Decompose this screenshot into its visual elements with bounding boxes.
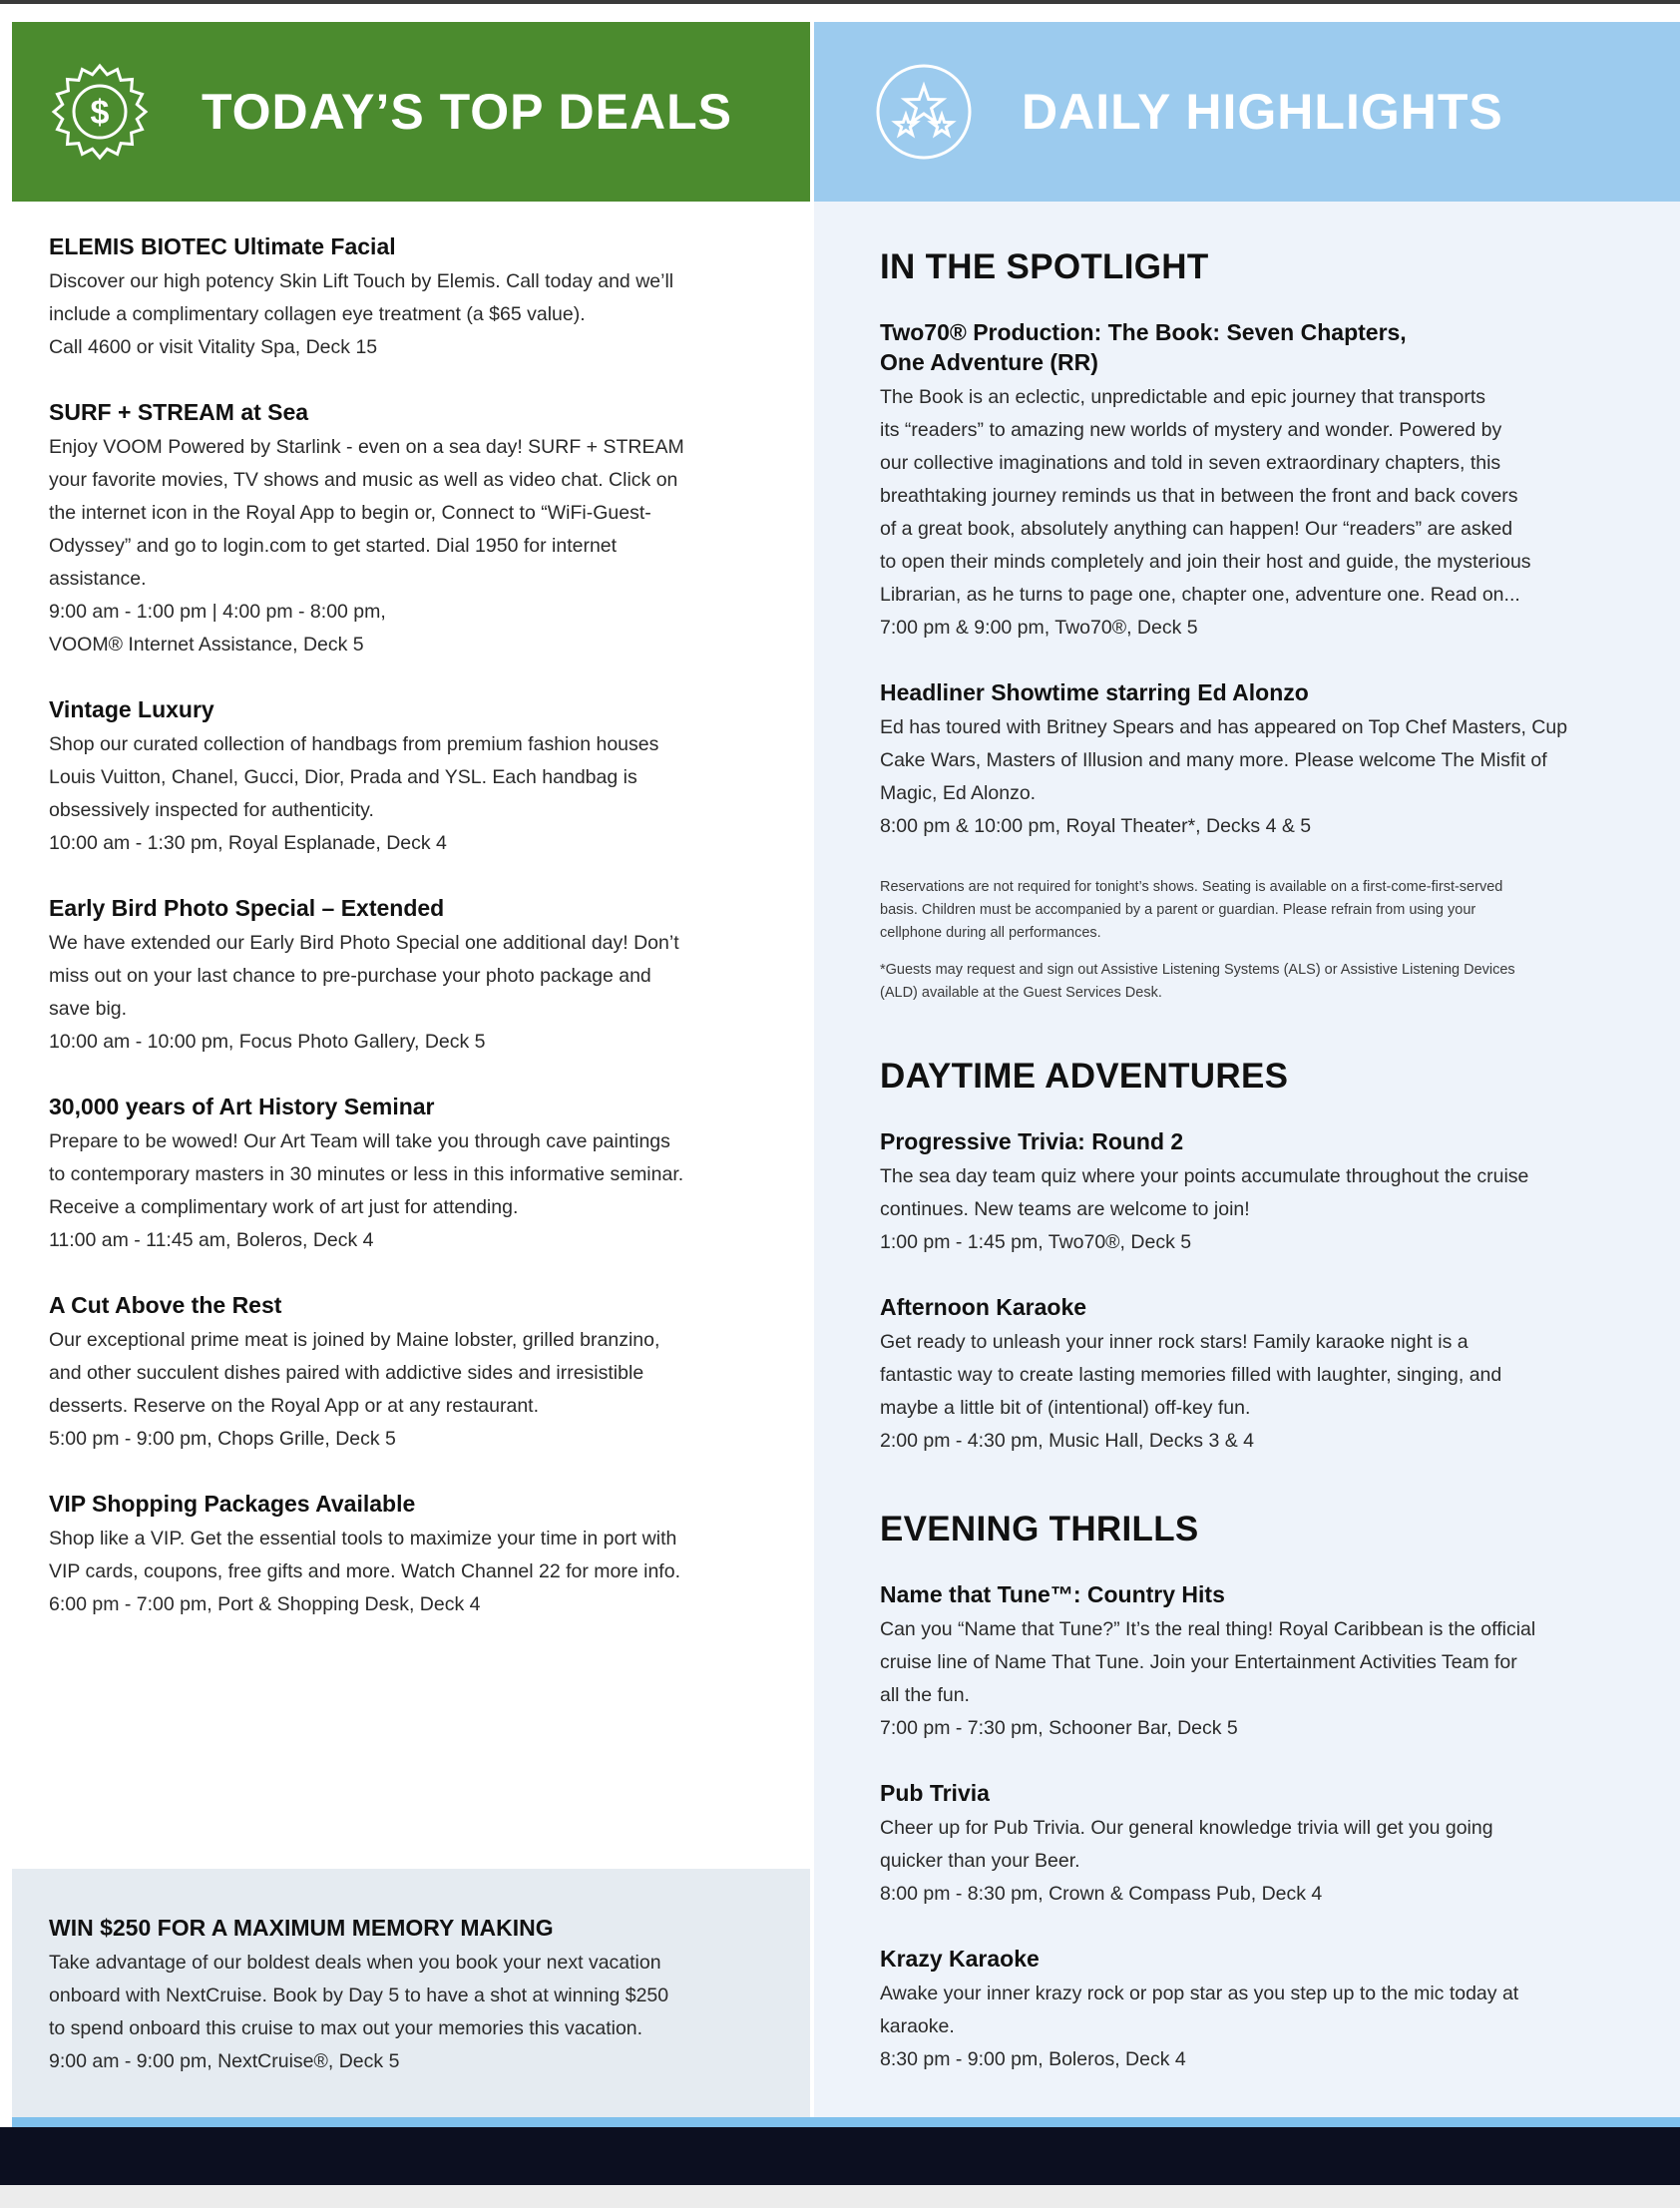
- highlights-sections: [880, 227, 1648, 2109]
- text-line: cellphone during all performances.: [880, 925, 1101, 941]
- text-line: the internet icon in the Royal App to begin or, Connect to “WiFi-Guest-: [49, 502, 651, 524]
- text-line: our collective imaginations and told in seven extraordinary chapters, this: [880, 452, 1501, 474]
- text-line: 7:00 pm & 9:00 pm, Two70®, Deck 5: [880, 617, 1198, 639]
- highlight-title: [880, 1778, 1648, 1808]
- highlight-title: [880, 1126, 1648, 1156]
- text-line: quicker than your Beer.: [880, 1850, 1080, 1872]
- text-line: Shop like a VIP. Get the essential tools to maximize your time in port with: [49, 1528, 677, 1549]
- deal-title: SURF + STREAM at Sea: [49, 399, 309, 425]
- text-line: Our exceptional prime meat is joined by Maine lobster, grilled branzino,: [49, 1329, 660, 1351]
- highlight-item: [880, 317, 1648, 645]
- text-line: assistance.: [49, 568, 147, 590]
- text-line: VOOM® Internet Assistance, Deck 5: [49, 634, 364, 656]
- text-line: 5:00 pm - 9:00 pm, Chops Grille, Deck 5: [49, 1428, 396, 1450]
- section-title: DAYTIME ADVENTURES: [880, 1057, 1289, 1096]
- text-line: to spend onboard this cruise to max out your memories this vacation.: [49, 2017, 643, 2039]
- text-line: include a complimentary collagen eye treatment (a $65 value).: [49, 303, 586, 325]
- highlight-item: [880, 677, 1648, 843]
- text-line: 8:00 pm - 8:30 pm, Crown & Compass Pub, Deck 4: [880, 1883, 1323, 1905]
- text-line: Headliner Showtime starring Ed Alonzo: [880, 679, 1309, 705]
- stars-circle-icon: [874, 62, 974, 162]
- text-line: Receive a complimentary work of art just for attending.: [49, 1196, 519, 1218]
- text-line: Name that Tune™: Country Hits: [880, 1581, 1225, 1607]
- highlight-item: [880, 1579, 1648, 1745]
- text-line: miss out on your last chance to pre-purchase your photo package and: [49, 965, 651, 987]
- fine-print-note: [880, 876, 1648, 945]
- text-line: Two70® Production: The Book: Seven Chapters,: [880, 319, 1407, 345]
- footer-bar: [0, 2127, 1680, 2185]
- highlight-title: [880, 677, 1648, 707]
- highlight-title: [880, 1944, 1648, 1974]
- promo-title: WIN $250 FOR A MAXIMUM MEMORY MAKING: [49, 1915, 554, 1941]
- text-line: Magic, Ed Alonzo.: [880, 782, 1037, 804]
- text-line: *Guests may request and sign out Assistive Listening Systems (ALS) or Assistive Listening Devices: [880, 962, 1515, 978]
- text-line: Librarian, as he turns to page one, chapter one, adventure one. Read on...: [880, 584, 1520, 606]
- text-line: to open their minds completely and join their host and guide, the mysterious: [880, 551, 1531, 573]
- highlight-item: [880, 1944, 1648, 2076]
- highlight-item: [880, 1292, 1648, 1458]
- text-line: obsessively inspected for authenticity.: [49, 799, 374, 821]
- text-line: desserts. Reserve on the Royal App or at any restaurant.: [49, 1395, 540, 1417]
- deal-description: [49, 431, 787, 662]
- text-line: We have extended our Early Bird Photo Special one additional day! Don’t: [49, 932, 679, 954]
- highlight-description: [880, 1978, 1648, 2076]
- text-line: (ALD) available at the Guest Services Desk.: [880, 985, 1162, 1001]
- daily-highlights-column: [814, 22, 1680, 2127]
- deal-item: [49, 1290, 787, 1456]
- daily-highlights-header: [814, 22, 1680, 202]
- footer-margin: [0, 2185, 1680, 2208]
- promo-body: [49, 1947, 787, 2078]
- daily-highlights-title: DAILY HIGHLIGHTS: [1022, 84, 1503, 140]
- text-line: basis. Children must be accompanied by a parent or guardian. Please refrain from using your: [880, 902, 1476, 918]
- highlight-description: [880, 1812, 1648, 1911]
- text-line: The sea day team quiz where your points accumulate throughout the cruise: [880, 1165, 1529, 1187]
- top-deals-header: [12, 22, 810, 202]
- text-line: maybe a little bit of (intentional) off-key fun.: [880, 1397, 1251, 1419]
- text-line: 7:00 pm - 7:30 pm, Schooner Bar, Deck 5: [880, 1717, 1238, 1739]
- deal-title: Early Bird Photo Special – Extended: [49, 895, 445, 921]
- highlight-description: [880, 711, 1648, 843]
- text-line: fantastic way to create lasting memories filled with laughter, singing, and: [880, 1364, 1502, 1386]
- text-line: its “readers” to amazing new worlds of mystery and wonder. Powered by: [880, 419, 1502, 441]
- text-line: Call 4600 or visit Vitality Spa, Deck 15: [49, 336, 378, 358]
- text-line: Odyssey” and go to login.com to get started. Dial 1950 for internet: [49, 535, 618, 557]
- highlight-description: [880, 381, 1648, 645]
- highlight-title: [880, 1579, 1648, 1609]
- svg-text:$: $: [90, 94, 110, 132]
- deal-description: [49, 1324, 787, 1456]
- text-line: 6:00 pm - 7:00 pm, Port & Shopping Desk, Deck 4: [49, 1593, 481, 1615]
- text-line: Shop our curated collection of handbags from premium fashion houses: [49, 733, 659, 755]
- text-line: save big.: [49, 998, 128, 1020]
- text-line: to contemporary masters in 30 minutes or less in this informative seminar.: [49, 1163, 684, 1185]
- deal-description: [49, 1125, 787, 1257]
- text-line: Cake Wars, Masters of Illusion and many more. Please welcome The Misfit of: [880, 749, 1547, 771]
- text-line: continues. New teams are welcome to join!: [880, 1198, 1250, 1220]
- text-line: onboard with NextCruise. Book by Day 5 to have a shot at winning $250: [49, 1985, 669, 2006]
- text-line: 9:00 am - 1:00 pm | 4:00 pm - 8:00 pm,: [49, 601, 386, 623]
- highlight-section: [880, 1057, 1648, 1458]
- text-line: Enjoy VOOM Powered by Starlink - even on a sea day! SURF + STREAM: [49, 436, 684, 458]
- deal-item: [49, 231, 787, 364]
- text-line: 10:00 am - 1:30 pm, Royal Esplanade, Deck 4: [49, 832, 447, 854]
- text-line: your favorite movies, TV shows and music as well as video chat. Click on: [49, 469, 678, 491]
- section-title: EVENING THRILLS: [880, 1510, 1199, 1548]
- highlight-title: [880, 317, 1648, 377]
- text-line: 11:00 am - 11:45 am, Boleros, Deck 4: [49, 1229, 374, 1251]
- dollar-badge-icon: [50, 62, 150, 162]
- highlight-item: [880, 1778, 1648, 1911]
- footer-accent-bar: [12, 2117, 1680, 2127]
- top-edge-line: [0, 0, 1680, 4]
- text-line: 2:00 pm - 4:30 pm, Music Hall, Decks 3 & 4: [880, 1430, 1254, 1452]
- deal-item: [49, 694, 787, 860]
- text-line: Pub Trivia: [880, 1780, 990, 1806]
- deal-item: [49, 1489, 787, 1621]
- text-line: cruise line of Name That Tune. Join your Entertainment Activities Team for: [880, 1651, 1517, 1673]
- section-title: IN THE SPOTLIGHT: [880, 247, 1209, 286]
- text-line: Krazy Karaoke: [880, 1946, 1040, 1972]
- highlight-title: [880, 1292, 1648, 1322]
- text-line: Can you “Name that Tune?” It’s the real thing! Royal Caribbean is the official: [880, 1618, 1536, 1640]
- deal-title: 30,000 years of Art History Seminar: [49, 1094, 435, 1119]
- highlight-section: [880, 247, 1648, 1005]
- deals-list: [49, 231, 787, 1654]
- text-line: Cheer up for Pub Trivia. Our general knowledge trivia will get you going: [880, 1817, 1493, 1839]
- top-deals-title: TODAY’S TOP DEALS: [202, 84, 732, 140]
- text-line: Progressive Trivia: Round 2: [880, 1128, 1184, 1154]
- deal-title: VIP Shopping Packages Available: [49, 1491, 416, 1517]
- text-line: 8:30 pm - 9:00 pm, Boleros, Deck 4: [880, 2048, 1186, 2070]
- text-line: all the fun.: [880, 1684, 970, 1706]
- text-line: 10:00 am - 10:00 pm, Focus Photo Gallery, Deck 5: [49, 1031, 486, 1053]
- deal-item: [49, 893, 787, 1059]
- text-line: Afternoon Karaoke: [880, 1294, 1087, 1320]
- promo-box: [12, 1869, 810, 2128]
- deal-title: Vintage Luxury: [49, 696, 214, 722]
- highlight-description: [880, 1160, 1648, 1259]
- text-line: Get ready to unleash your inner rock stars! Family karaoke night is a: [880, 1331, 1469, 1353]
- highlight-section: [880, 1510, 1648, 2076]
- deal-title: ELEMIS BIOTEC Ultimate Facial: [49, 233, 396, 259]
- text-line: One Adventure (RR): [880, 349, 1098, 375]
- deal-description: [49, 265, 787, 364]
- text-line: 9:00 am - 9:00 pm, NextCruise®, Deck 5: [49, 2050, 400, 2072]
- deal-description: [49, 927, 787, 1059]
- text-line: Prepare to be wowed! Our Art Team will take you through cave paintings: [49, 1130, 670, 1152]
- text-line: Discover our high potency Skin Lift Touch by Elemis. Call today and we’ll: [49, 270, 674, 292]
- text-line: and other succulent dishes paired with addictive sides and irresistible: [49, 1362, 644, 1384]
- text-line: 8:00 pm & 10:00 pm, Royal Theater*, Decks 4 & 5: [880, 815, 1312, 837]
- deal-item: [49, 1092, 787, 1257]
- highlight-description: [880, 1326, 1648, 1458]
- text-line: Awake your inner krazy rock or pop star as you step up to the mic today at: [880, 1983, 1519, 2004]
- deal-item: [49, 397, 787, 662]
- deal-description: [49, 1523, 787, 1621]
- deal-description: [49, 728, 787, 860]
- text-line: 1:00 pm - 1:45 pm, Two70®, Deck 5: [880, 1231, 1192, 1253]
- text-line: Take advantage of our boldest deals when you book your next vacation: [49, 1952, 661, 1974]
- highlight-item: [880, 1126, 1648, 1259]
- text-line: Reservations are not required for tonight’s shows. Seating is available on a first-come-first-served: [880, 879, 1503, 895]
- text-line: Ed has toured with Britney Spears and has appeared on Top Chef Masters, Cup: [880, 716, 1568, 738]
- text-line: breathtaking journey reminds us that in between the front and back covers: [880, 485, 1518, 507]
- text-line: VIP cards, coupons, free gifts and more. Watch Channel 22 for more info.: [49, 1560, 680, 1582]
- highlight-description: [880, 1613, 1648, 1745]
- text-line: karaoke.: [880, 2015, 955, 2037]
- fine-print-note: [880, 959, 1648, 1005]
- text-line: The Book is an eclectic, unpredictable and epic journey that transports: [880, 386, 1486, 408]
- deal-title: A Cut Above the Rest: [49, 1292, 282, 1318]
- text-line: of a great book, absolutely anything can happen! Our “readers” are asked: [880, 518, 1513, 540]
- text-line: Louis Vuitton, Chanel, Gucci, Dior, Prada and YSL. Each handbag is: [49, 766, 637, 788]
- top-deals-column: [12, 22, 810, 2127]
